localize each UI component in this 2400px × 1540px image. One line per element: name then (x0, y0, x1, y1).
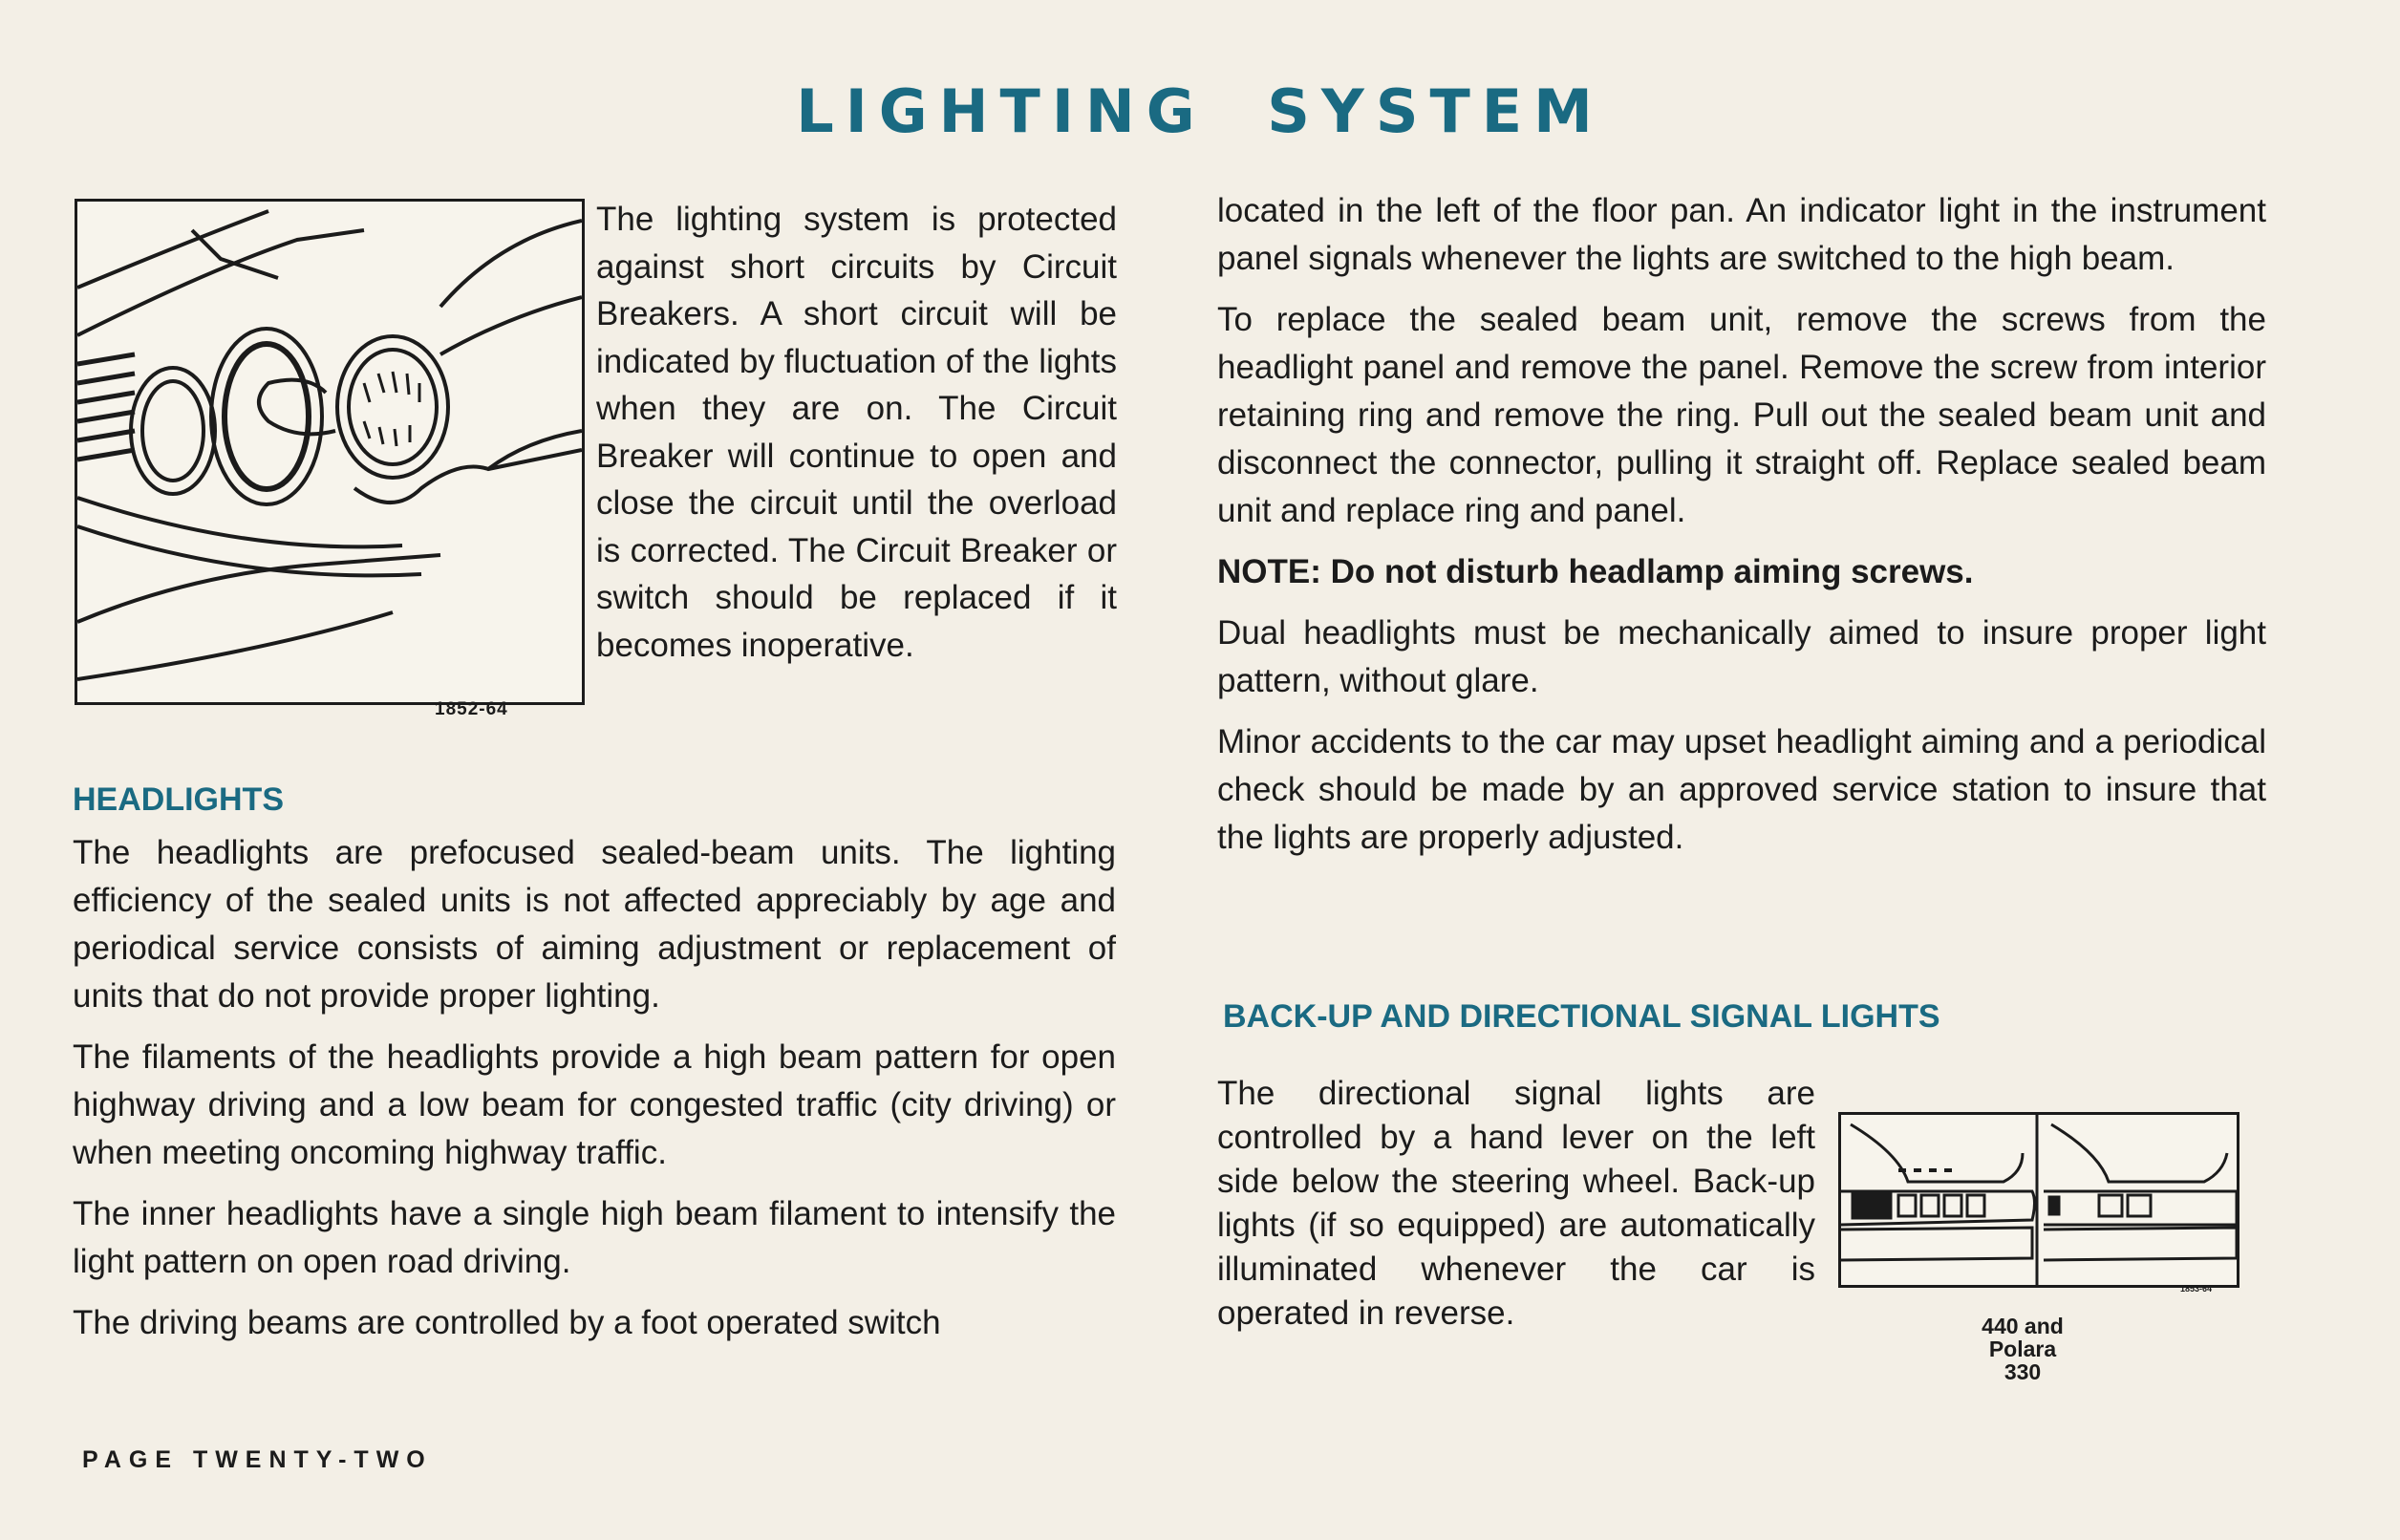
figure-caption: 440 and Polara 330 (1982, 1314, 2064, 1384)
backup-paragraph: The directional signal lights are controlled by a hand lever on the left side below the steering wheel. Back-up lights (if so equipped) are automatically illuminated whenever the car is operated in reverse. (1217, 1075, 1815, 1332)
backup-text (1217, 1072, 1815, 1349)
figure-code: 1853-64 (2180, 1284, 2213, 1294)
figure-code: 1852-64 (435, 699, 508, 719)
note-text: NOTE: Do not disturb headlamp aiming screws. (1217, 553, 1974, 590)
backup-heading: BACK-UP AND DIRECTIONAL SIGNAL LIGHTS (1223, 998, 1940, 1035)
headlight-drawing (77, 202, 582, 702)
headlights-paragraph: The filaments of the headlights provide a high beam pattern for open highway driving and a low beam for congested traffic (city driving) or when meeting oncoming highway traffic. (73, 1038, 1116, 1171)
right-paragraph: Dual headlights must be mechanically aimed to insure proper light pattern, without glare. (1217, 614, 2266, 699)
headlights-paragraph: The headlights are prefocused sealed-beam units. The lighting efficiency of the sealed units is not affected appreciably by age and periodical service consists of aiming adjustment or replacement of units that do not provide proper lighting. (73, 834, 1116, 1015)
taillight-drawing (1841, 1115, 2237, 1285)
intro-paragraph: The lighting system is protected against short circuits by Circuit Breakers. A short circuit will be indicated by fluctuation of the lights when they are on. The Circuit Breaker will continue to open and close the circuit until the overload is corrected. The Circuit Breaker or switch should be replaced if it becomes inoperative. (596, 201, 1117, 664)
headlights-section (73, 829, 1116, 1360)
headlights-paragraph: The inner headlights have a single high beam filament to intensify the light pattern on open road driving. (73, 1195, 1116, 1280)
page-title: LIGHTING SYSTEM (796, 76, 1604, 146)
headlights-paragraph: The driving beams are controlled by a foot operated switch (73, 1304, 941, 1341)
right-paragraph: located in the left of the floor pan. An indicator light in the instrument panel signals whenever the lights are switched to the high beam. (1217, 192, 2266, 277)
intro-text (596, 196, 1117, 682)
right-paragraph: To replace the sealed beam unit, remove the screws from the headlight panel and remove the panel. Remove the screw from interior retaining ring and remove the ring. Pull out the sealed beam unit and disconnect the connector, pulling it straight off. Replace sealed beam unit and replace ring and panel. (1217, 301, 2266, 529)
headlight-illustration (75, 199, 585, 705)
taillight-illustration (1838, 1112, 2239, 1288)
right-paragraph: Minor accidents to the car may upset headlight aiming and a periodical check should be made by an approved service station to insure that the lights are properly adjusted. (1217, 723, 2266, 856)
right-column (1217, 187, 2266, 875)
headlights-heading: HEADLIGHTS (73, 781, 284, 818)
page-number: PAGE TWENTY-TWO (82, 1446, 433, 1473)
